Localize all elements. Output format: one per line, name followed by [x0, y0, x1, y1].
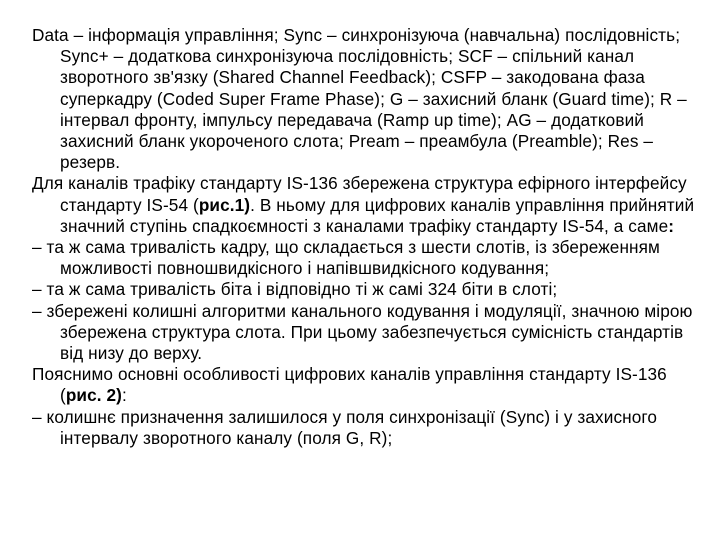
- paragraph-traffic-channels: [32, 173, 702, 237]
- text-run: – збережені колишні алгоритми канального кодування і модуляції, значною мірою збережена структура слота. При цьому забезпечується сумісність стандартів від низу до верху.: [32, 300, 693, 364]
- text-body: [32, 25, 702, 449]
- text-run: – та ж сама тривалість біта і відповідно ті ж самі 324 біти в слоті;: [32, 279, 558, 300]
- list-item-sync-field: [32, 407, 702, 449]
- paragraph-field-legend: [32, 25, 702, 173]
- list-item-coding-algorithms: [32, 301, 702, 365]
- text-run: – колишнє призначення залишилося у поля синхронізації (Sync) і у захисного інтервалу зворотного каналу (поля G, R);: [32, 406, 658, 448]
- paragraph-control-channels-features: [32, 364, 702, 406]
- list-item-bit-duration: [32, 279, 702, 300]
- text-run: Пояснимо основні особливості цифрових каналів управління стандарту IS-136 (: [32, 364, 667, 406]
- figure-reference-2: рис. 2): [65, 385, 122, 406]
- text-run: Data – інформація управління; Sync – синхронізуюча (навчальна) послідовність; Sync+ – додаткова синхронізуюча послідовність; SCF – спільний канал зворотного зв'язку (Shared Channel Feedback); CSFP – закодована фаза суперкадру (Coded Super Frame Phase); G – захисний бланк (Guard time); R – інтервал фронту, імпульсу передавача (Ramp up time); AG – додатковий захисний бланк укороченого слота; Pream – преамбула (Preamble); Res – резерв.: [32, 25, 687, 173]
- text-run-bold: :: [668, 215, 675, 236]
- text-run: . В ньому для цифрових каналів управління прийнятий значний ступінь спадкоємності з каналами трафіку стандарту IS-54, а саме: [60, 194, 695, 236]
- list-item-frame-duration: [32, 237, 702, 279]
- figure-reference-1: рис.1): [198, 194, 251, 215]
- text-run: – та ж сама тривалість кадру, що складається з шести слотів, із збереженням можливості повношвидкісного і напівшвидкісного кодування;: [32, 237, 660, 279]
- text-run: :: [122, 385, 127, 406]
- text-run: Для каналів трафіку стандарту IS-136 збережена структура ефірного інтерфейсу стандарту IS-54 (: [32, 173, 687, 215]
